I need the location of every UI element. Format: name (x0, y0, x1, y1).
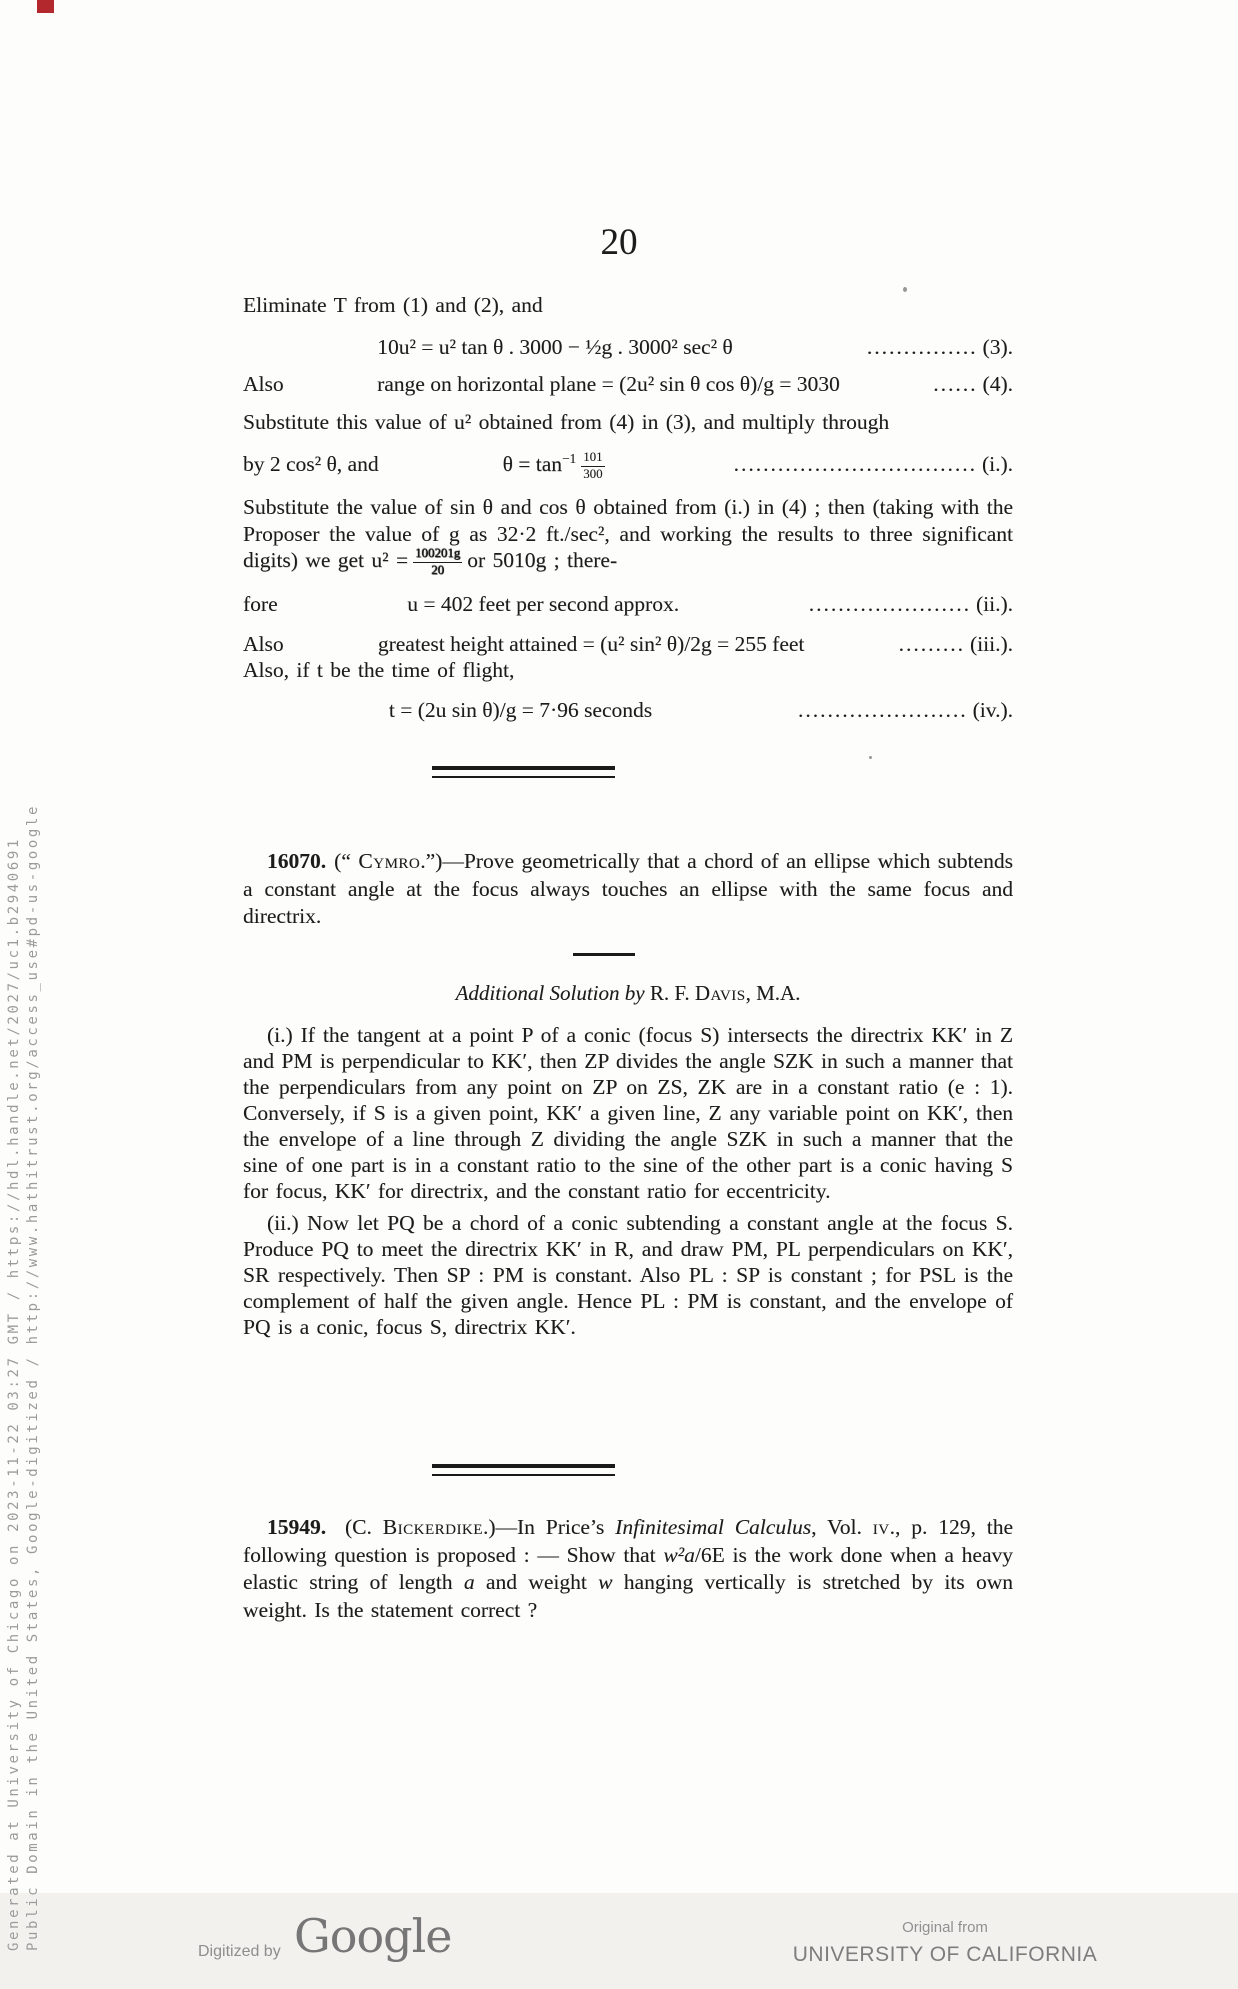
problem-15949-book-title: Infinitesimal Calculus (615, 1515, 812, 1539)
problem-15949-formula: w²a (663, 1542, 695, 1567)
rule-double-top (432, 766, 615, 778)
solution-16070-block (243, 1022, 1013, 1340)
fraction-numerator: 100201g (413, 547, 462, 563)
problem-16070 (243, 848, 1013, 931)
fraction-numerator: 101 (581, 451, 604, 467)
equation-3-tag: (3). (982, 335, 1013, 359)
fraction-denominator: 20 (431, 562, 445, 577)
solution-line-substitute: Substitute this value of u² obtained from (4) in (3), and multiply through (243, 410, 890, 434)
rule-short (573, 953, 635, 956)
equation-4-label: Also (243, 372, 284, 396)
margin-note-generated: Generated at University of Chicago on 2023-11-22 03:27 GMT / https://hdl.handle.net/2027/uc1.b2940691 (6, 837, 22, 1951)
equation-3-leader: ............... (866, 335, 978, 359)
original-from-label: Original from (902, 1919, 988, 1936)
equation-ii (243, 591, 1013, 617)
equation-ii-tail (809, 591, 1013, 617)
equation-i-tail (734, 451, 1013, 477)
equation-i-leader: ................................. (733, 452, 977, 477)
heading-author-name: Davis (694, 981, 746, 1005)
equation-iv-tail (798, 697, 1013, 723)
heading-author-pre: R. F. (649, 981, 695, 1005)
problem-15949-seg: , Vol. (811, 1515, 873, 1539)
equation-iv-body: t = (2u sin θ)/g = 7·96 seconds (388, 698, 653, 722)
digitized-by-label: Digitized by (198, 1943, 281, 1960)
equation-i-exponent: −1 (562, 451, 577, 466)
equation-iv-leader: ....................... (797, 698, 968, 722)
fraction-101-300 (581, 451, 604, 481)
solution-paragraph-ii: (ii.) Now let PQ be a chord of a conic subtending a constant angle at the focus S. Produce PQ to meet the directrix KK′ in R, and draw PM, PL perpendiculars on KK′, SR respectively. Then SP : PM is constant. Also PL : SP is constant ; for PSL is the complement of half the given angle. Hence PL : PM is constant, and the envelope of PQ is a conic, focus S, directrix KK′. (243, 1211, 1013, 1339)
equation-4 (243, 371, 1013, 397)
solution-paragraph-i: (i.) If the tangent at a point P of a conic (focus S) intersects the directrix KK′ in Z and PM is perpendicular to KK′, then ZP divides the angle SZK in such a manner that the perpendiculars from any point on ZP on ZS, ZK are in a constant ratio (e : 1). Conversely, if S is a given point, KK′ a given line, Z any variable point on KK′, then the envelope of a line through Z dividing the angle SZK in such a manner that the sine of one part is in a constant ratio to the sine of the other part is a conic having S for focus, KK′ for directrix, and the constant ratio for eccentricity. (243, 1023, 1013, 1203)
google-logo: Google (294, 1909, 452, 1963)
heading-author-post: , M.A. (745, 981, 801, 1005)
solution-line-flight: Also, if t be the time of flight, (243, 658, 515, 682)
fraction-denominator: 300 (583, 466, 603, 481)
equation-ii-tag: (ii.). (975, 592, 1013, 616)
fraction-100201g-20 (413, 547, 462, 577)
additional-solution-heading (243, 981, 1013, 1006)
problem-15949-number: 15949. (267, 1515, 327, 1539)
paragraph-working-text-a: Substitute the value of sin θ and cos θ obtained from (i.) in (4) ; then (taking with the Proposer the value of g as 32·2 ft./sec², and working the results to three significant digits) we get u² = (243, 495, 1013, 573)
equation-3-body: 10u² = u² tan θ . 3000 − ½g . 3000² sec² θ (377, 335, 733, 359)
equation-4-leader: ...... (933, 372, 978, 396)
problem-16070-number: 16070. (267, 849, 327, 873)
equation-iii-tag: (iii.). (970, 632, 1013, 656)
problem-15949-seg: hanging vertically is stretched by its own weight. Is the statement correct ? (243, 1570, 1013, 1622)
solution-line-eliminate: Eliminate T from (1) and (2), and (243, 293, 543, 317)
problem-15949-seg: .)—In Price’s (482, 1515, 616, 1539)
problem-15949 (243, 1514, 1013, 1624)
equation-iii-tail (899, 631, 1013, 657)
scan-speck (869, 756, 872, 759)
problem-15949-seg: ., p. 129, the following question is proposed : — Show that (243, 1515, 1013, 1567)
problem-15949-var-w: w (598, 1570, 613, 1594)
equation-i-label: by 2 cos² θ, and (243, 452, 379, 477)
rule-double-bottom (432, 1464, 615, 1476)
page-number: 20 (600, 222, 638, 263)
paragraph-working-text-b: or 5010g ; there- (467, 548, 618, 573)
equation-4-tail (933, 371, 1013, 397)
problem-15949-volume: iv (872, 1515, 890, 1539)
equation-iii (243, 631, 1013, 657)
heading-lead: Additional Solution by (455, 981, 645, 1005)
equation-i-body (379, 446, 734, 481)
equation-iii-label: Also (243, 632, 284, 656)
footer (0, 1893, 1238, 1989)
institution-label: UNIVERSITY OF CALIFORNIA (792, 1943, 1098, 1966)
equation-3 (243, 334, 1013, 360)
equation-4-tag: (4). (982, 372, 1013, 396)
equation-i-tag: (i.). (981, 452, 1013, 477)
margin-note-public-domain: Public Domain in the United States, Google-digitized / http://www.hathitrust.org/access_use#pd-us-google (25, 804, 41, 1951)
problem-15949-seg: /6E is the work done when a heavy elastic string of length (243, 1542, 1013, 1594)
equation-iii-leader: ......... (898, 632, 965, 656)
equation-iii-body: greatest height attained = (u² sin² θ)/2g = 255 feet (377, 632, 805, 656)
problem-15949-seg: and weight (474, 1570, 599, 1594)
equation-4-body: range on horizontal plane = (2u² sin θ cos θ)/g = 3030 (377, 372, 840, 396)
problem-15949-seg: (C. (334, 1515, 383, 1539)
equation-i (243, 446, 1013, 481)
paragraph-working (243, 494, 1013, 577)
problem-16070-author: Cymro (358, 849, 421, 873)
problem-16070-text: .”)—Prove geometrically that a chord of an ellipse which subtends a constant angle at the focus always touches an ellipse with the same focus and directrix. (243, 849, 1014, 928)
equation-ii-label: fore (243, 592, 278, 616)
problem-15949-var-a: a (463, 1570, 475, 1594)
equation-3-tail (867, 334, 1013, 360)
equation-iv (243, 697, 1013, 723)
equation-iv-tag: (iv.). (972, 698, 1013, 722)
problem-15949-author: Bickerdike (382, 1515, 483, 1539)
problem-16070-pre: (“ (334, 849, 359, 873)
equation-i-lhs: θ = tan (502, 452, 563, 477)
equation-ii-body: u = 402 feet per second approx. (407, 592, 680, 616)
equation-ii-leader: ...................... (808, 592, 971, 616)
scan-artifact-red (37, 0, 54, 13)
